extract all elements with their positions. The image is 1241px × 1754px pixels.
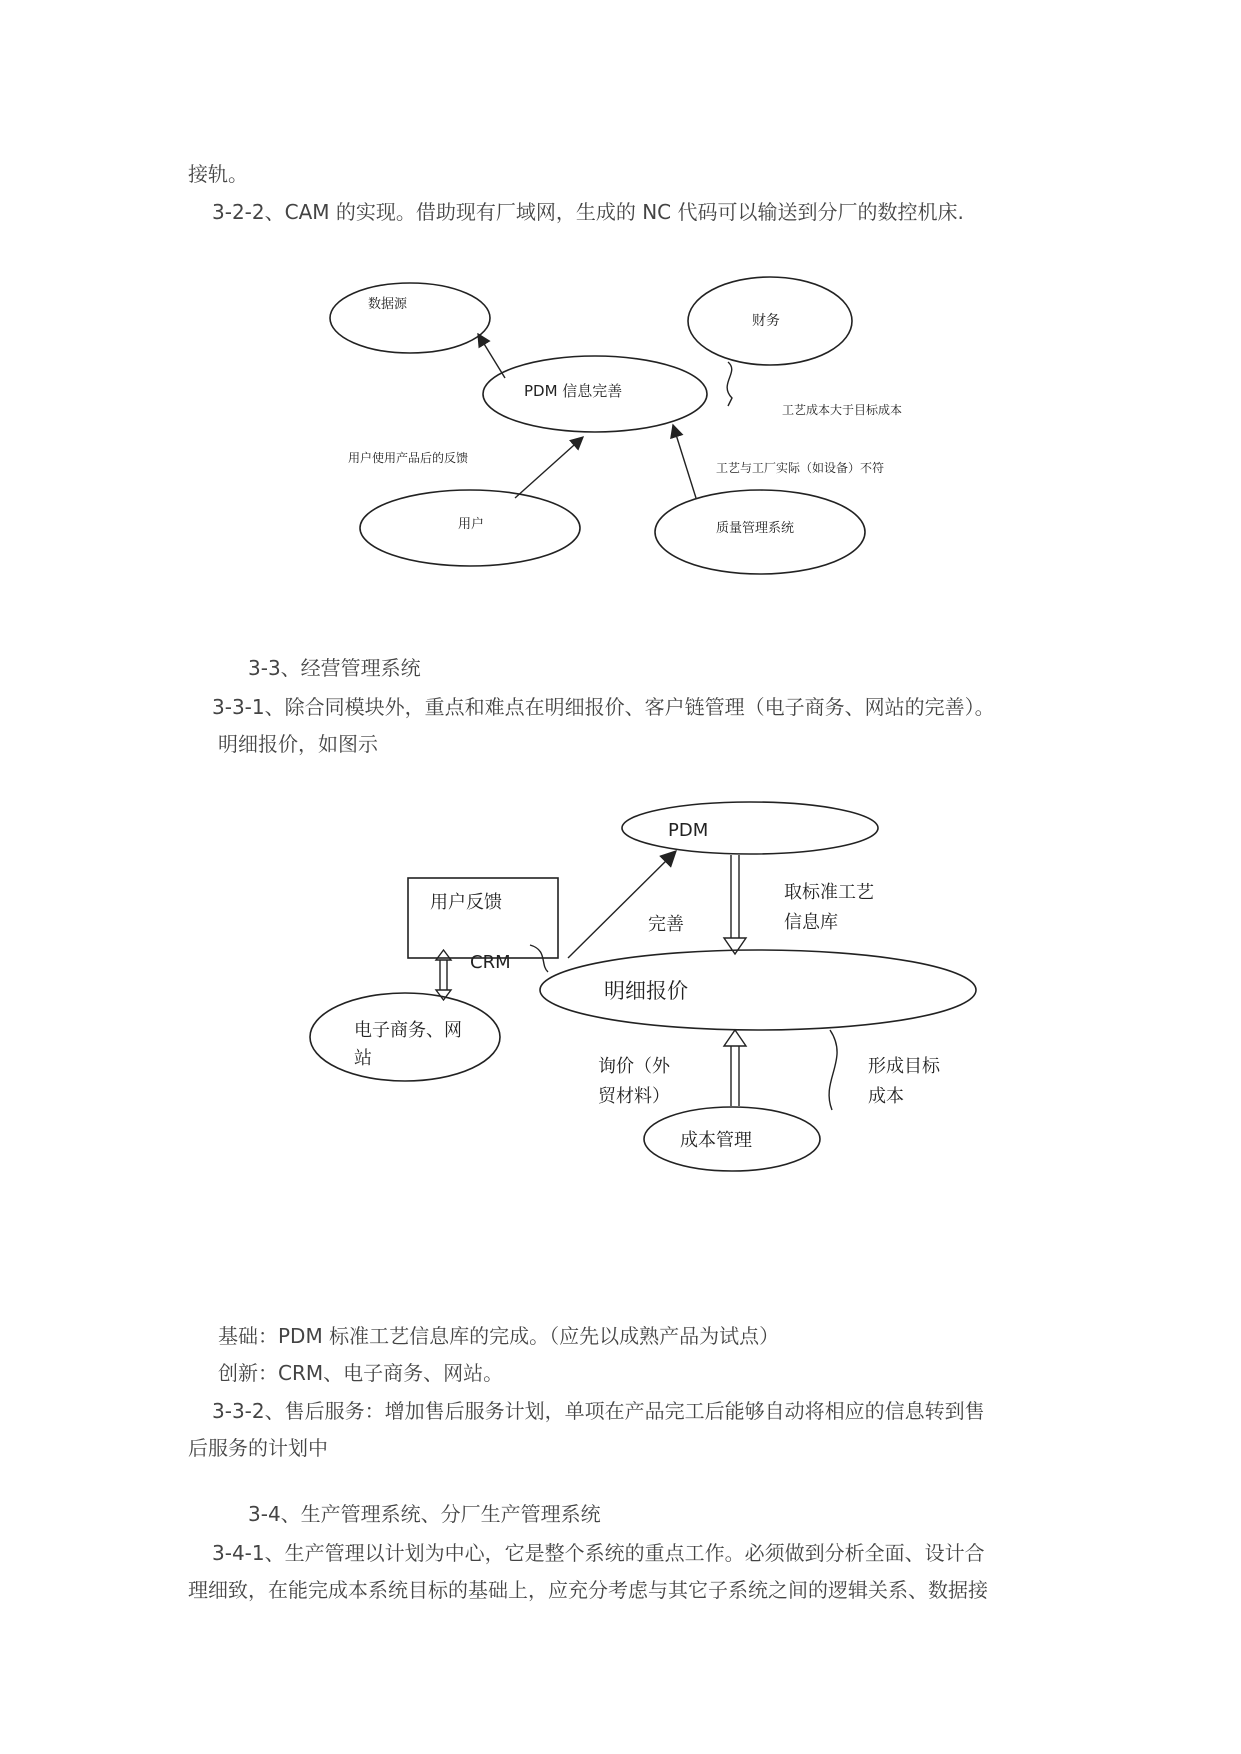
label-std-1: 取标准工艺 [784,882,874,903]
label-crm: CRM [470,952,511,973]
text-basis: 基础：PDM 标准工艺信息库的完成。（应先以成熟产品为试点） [218,1324,780,1348]
section-3-3: 3-3、经营管理系统 [248,656,421,680]
section-3-4-1: 3-4-1、生产管理以计划为中心，它是整个系统的重点工作。必须做到分析全面、设计合 [212,1541,985,1565]
label-inquiry-1: 询价（外 [598,1056,670,1077]
label-ecommerce-1: 电子商务、网 [354,1020,462,1041]
label-mismatch: 工艺与工厂实际（如设备）不符 [716,461,885,475]
section-3-4: 3-4、生产管理系统、分厂生产管理系统 [248,1502,601,1526]
text-innovation: 创新：CRM、电子商务、网站。 [218,1361,504,1385]
node-pdm [622,802,878,854]
label-improve: 完善 [648,914,684,935]
section-3-3-2: 3-3-2、售后服务：增加售后服务计划，单项在产品完工后能够自动将相应的信息转到售 [212,1399,985,1423]
label-pdm: PDM [668,820,709,841]
label-cost-management: 成本管理 [680,1130,752,1151]
text-line-1: 接轨。 [188,162,248,186]
label-cost-over: 工艺成本大于目标成本 [782,403,903,417]
label-user-feedback: 用户反馈 [430,892,502,913]
section-3-4-1-cont: 理细致，在能完成本系统目标的基础上，应充分考虑与其它子系统之间的逻辑关系、数据接 [188,1578,988,1602]
hollow-arrow-pdm-to-quote [724,855,746,954]
label-user: 用户 [458,517,485,532]
section-3-3-2-cont: 后服务的计划中 [188,1436,328,1460]
hollow-arrow-cost-to-quote [724,1030,746,1106]
label-feedback: 用户使用产品后的反馈 [348,451,469,465]
label-data-source: 数据源 [368,297,408,312]
curved-arrow-target-cost [829,1030,837,1110]
label-std-2: 信息库 [784,912,838,933]
label-target-1: 形成目标 [868,1056,940,1077]
section-3-3-1: 3-3-1、除合同模块外，重点和难点在明细报价、客户链管理（电子商务、网站的完善）。 [212,695,995,719]
label-pdm-info: PDM 信息完善 [524,382,623,400]
node-user-feedback [408,878,558,958]
label-target-2: 成本 [868,1086,904,1107]
label-quality: 质量管理系统 [716,521,795,536]
section-3-2-2: 3-2-2、CAM 的实现。借助现有厂域网，生成的 NC 代码可以输送到分厂的数控机床. [212,200,964,224]
label-inquiry-2: 贸材料） [598,1086,670,1107]
arrow-to-pdm [568,852,675,958]
text-line-figure-intro: 明细报价，如图示 [218,732,378,756]
label-ecommerce-2: 站 [354,1048,372,1069]
label-detail-quote: 明细报价 [604,979,688,1003]
label-finance: 财务 [752,313,780,329]
